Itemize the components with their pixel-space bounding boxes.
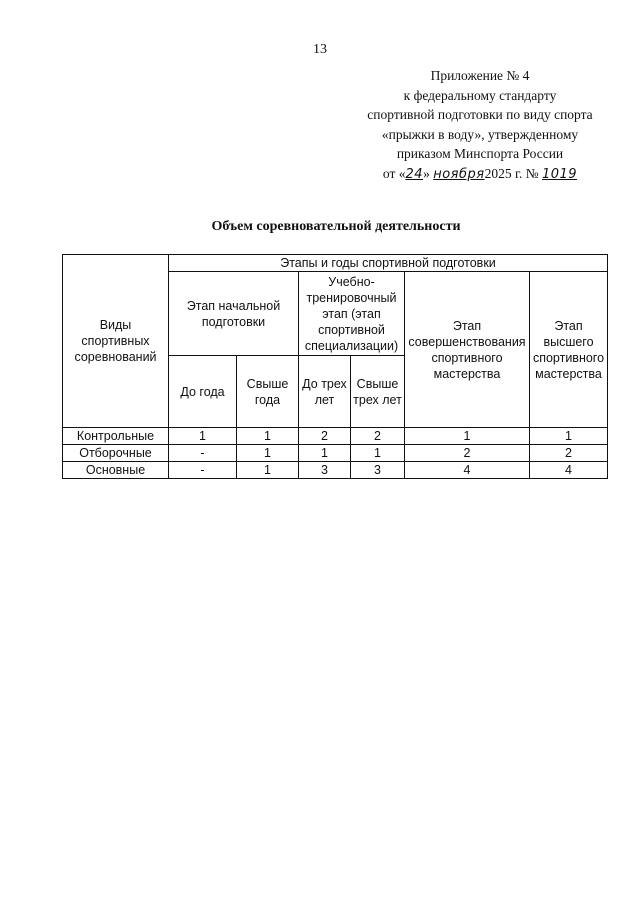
page-number: 13 [313, 42, 327, 57]
cell-value: 4 [405, 462, 530, 479]
header-over-three-years: Свыше трех лет [351, 356, 405, 428]
competition-volume-table [62, 254, 608, 479]
cell-value: 1 [299, 445, 351, 462]
header-competition-types: Виды спортивных соревнований [63, 255, 169, 428]
header-stage-higher: Этап высшего спортивного мастерства [530, 272, 608, 428]
appendix-date-line [330, 164, 630, 185]
cell-value: 1 [405, 428, 530, 445]
date-month: ноября [433, 166, 485, 182]
appendix-line-4: «прыжки в воду», утвержденному [381, 126, 579, 142]
cell-value: 2 [530, 445, 608, 462]
cell-value: 2 [351, 428, 405, 445]
row-name: Основные [63, 462, 169, 479]
date-prefix: от « [382, 165, 406, 181]
header-up-to-year: До года [169, 356, 237, 428]
appendix-line-5: приказом Минспорта России [396, 146, 564, 161]
order-number: 1019 [541, 166, 578, 182]
cell-value: 1 [237, 428, 299, 445]
cell-value: 1 [351, 445, 405, 462]
date-separator: » [423, 165, 434, 181]
table-row [63, 462, 608, 479]
header-stage-improvement: Этап совершенствования спортивного мастерства [405, 272, 530, 428]
cell-value: 2 [405, 445, 530, 462]
cell-value: 3 [351, 462, 405, 479]
appendix-header [330, 66, 630, 184]
cell-value: 3 [299, 462, 351, 479]
header-over-year: Свыше года [237, 356, 299, 428]
header-stages-group: Этапы и годы спортивной подготовки [169, 255, 608, 272]
table-row [63, 445, 608, 462]
appendix-line-1: Приложение № 4 [430, 68, 530, 83]
cell-value: 2 [299, 428, 351, 445]
cell-value: 1 [169, 428, 237, 445]
appendix-line-3: спортивной подготовки по виду спорта [367, 107, 593, 122]
document-title: Объем соревновательной деятельности [211, 219, 461, 234]
cell-value: 1 [530, 428, 608, 445]
date-year: 2025 г. № [484, 165, 542, 181]
header-stage-initial: Этап начальной подготовки [169, 272, 299, 356]
appendix-line-2: к федеральному стандарту [403, 87, 557, 103]
header-up-to-three-years: До трех лет [299, 356, 351, 428]
row-name: Отборочные [63, 445, 169, 462]
date-day: 24 [405, 166, 424, 182]
cell-value: 1 [237, 445, 299, 462]
cell-value: 1 [237, 462, 299, 479]
cell-value: - [169, 462, 237, 479]
cell-value: 4 [530, 462, 608, 479]
table-row [63, 428, 608, 445]
header-stage-training: Учебно-тренировочный этап (этап спортивной специализации) [299, 272, 405, 356]
row-name: Контрольные [63, 428, 169, 445]
cell-value: - [169, 445, 237, 462]
